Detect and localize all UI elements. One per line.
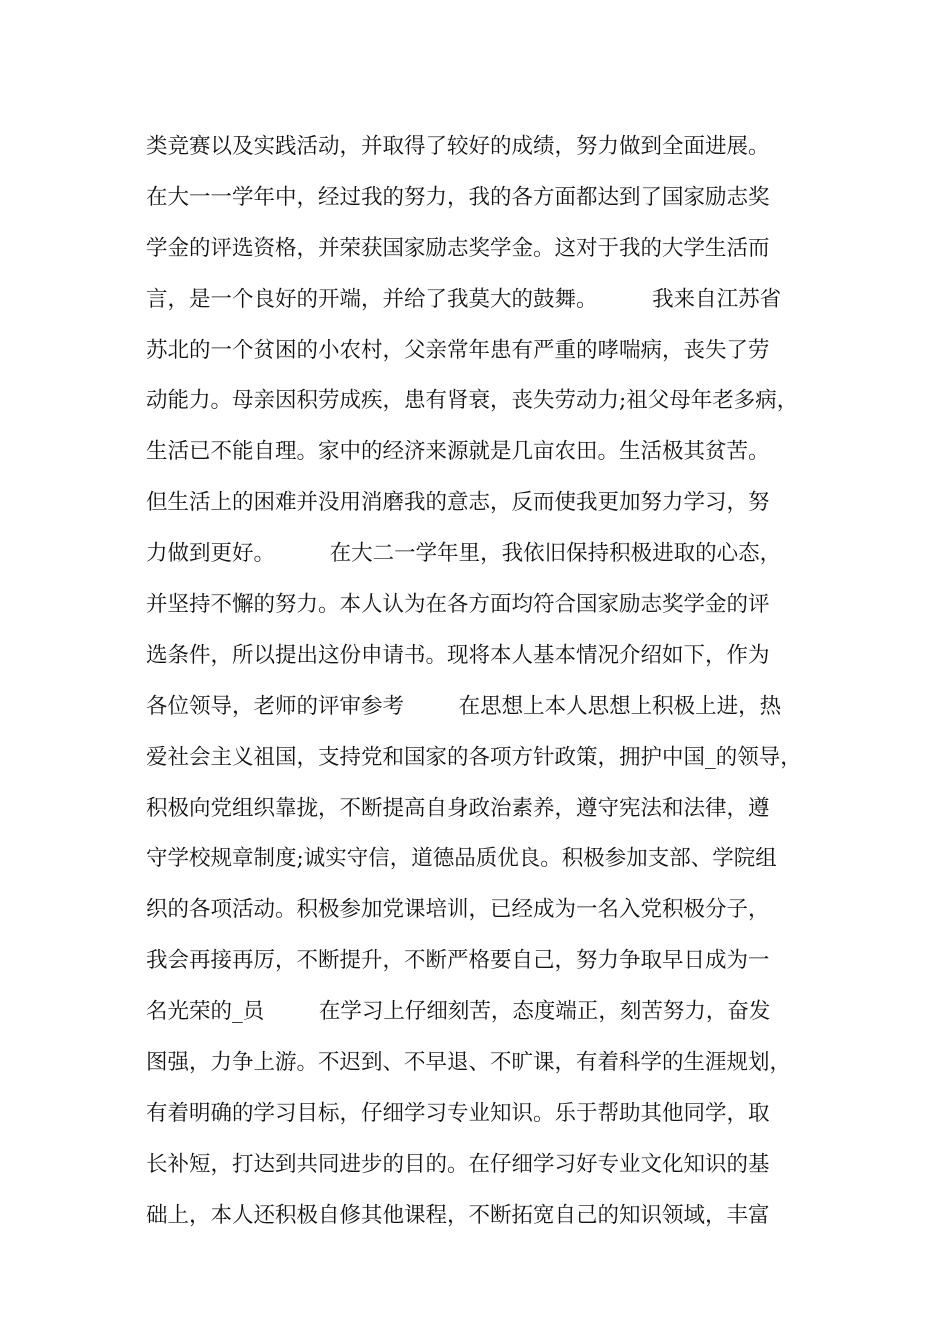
text-line: 生活已不能自理。家中的经济来源就是几亩农田。生活极其贫苦。 <box>146 439 770 465</box>
text-line: 选条件，所以提出这份申请书。现将本人基本情况介绍如下，作为 <box>146 642 770 668</box>
text-line: 图强，力争上游。不迟到、不早退、不旷课，有着科学的生涯规划， <box>146 1050 792 1076</box>
text-line: 积极向党组织靠拢，不断提高自身政治素养，遵守宪法和法律，遵 <box>146 795 770 821</box>
text-line: 织的各项活动。积极参加党课培训，已经成为一名入党积极分子， <box>146 897 770 923</box>
text-line: 长补短，打达到共同进步的目的。在仔细学习好专业文化知识的基 <box>146 1151 770 1177</box>
text-line: 名光荣的_员 在学习上仔细刻苦，态度端正，刻苦努力，奋发 <box>146 999 771 1025</box>
text-line: 类竞赛以及实践活动，并取得了较好的成绩，努力做到全面进展。 <box>146 134 770 159</box>
text-line: 各位领导，老师的评审参考 在思想上本人思想上积极上进，热 <box>146 693 782 719</box>
text-line: 并坚持不懈的努力。本人认为在各方面均符合国家励志奖学金的评 <box>146 592 770 618</box>
body-text <box>146 128 826 1248</box>
text-line: 爱社会主义祖国，支持党和国家的各项方针政策，拥护中国_的领导， <box>146 744 802 770</box>
text-line: 础上，本人还积极自修其他课程，不断拓宽自己的知识领域，丰富 <box>146 1202 770 1228</box>
text-line: 苏北的一个贫困的小农村，父亲常年患有严重的哮喘病，丧失了劳 <box>146 337 770 363</box>
text-line: 学金的评选资格，并荣获国家励志奖学金。这对于我的大学生活而 <box>146 235 770 261</box>
text-line: 动能力。母亲因积劳成疾，患有肾衰，丧失劳动力;祖父母年老多病， <box>146 388 799 414</box>
text-line: 力做到更好。 在大二一学年里，我依旧保持积极进取的心态， <box>146 541 782 567</box>
text-line: 我会再接再厉，不断提升，不断严格要自己，努力争取早日成为一 <box>146 948 770 974</box>
text-line: 在大一一学年中，经过我的努力，我的各方面都达到了国家励志奖 <box>146 184 770 210</box>
text-line: 但生活上的困难并没用消磨我的意志，反而使我更加努力学习，努 <box>146 490 770 516</box>
text-line: 守学校规章制度;诚实守信，道德品质优良。积极参加支部、学院组 <box>146 846 777 872</box>
text-line: 言，是一个良好的开端，并给了我莫大的鼓舞。 我来自江苏省 <box>146 286 782 312</box>
text-line: 有着明确的学习目标，仔细学习专业知识。乐于帮助其他同学，取 <box>146 1100 770 1126</box>
